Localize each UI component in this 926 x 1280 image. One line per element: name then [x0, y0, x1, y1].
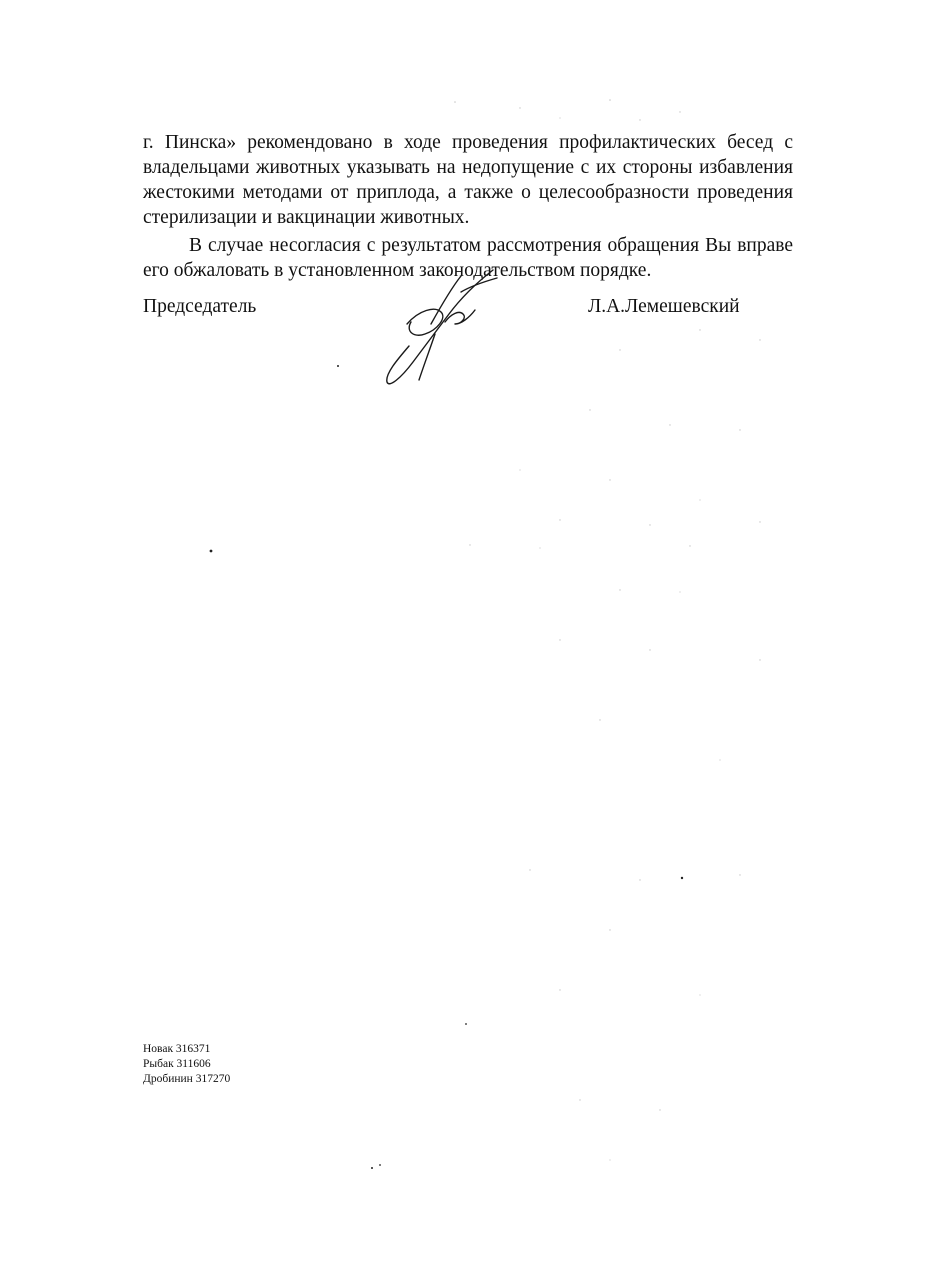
contact-line: Рыбак 311606	[143, 1058, 211, 1070]
signatory-name: Л.А.Лемешевский	[588, 296, 740, 317]
handwritten-signature	[375, 262, 515, 397]
contact-line: Новак 316371	[143, 1043, 211, 1055]
signatory-title: Председатель	[143, 296, 257, 317]
contacts-block	[143, 1042, 230, 1087]
contact-line: Дробинин 317270	[143, 1073, 231, 1085]
paragraph-recommendation: г. Пинска» рекомендовано в ходе проведения профилактических бесед с владельцами животных указывать на недопущение с их стороны избавления жестокими методами от приплода, а также о целесообразности проведения стерилизации и вакцинации животных.	[143, 132, 793, 228]
paragraph-appeal-notice: В случае несогласия с результатом рассмотрения обращения Вы вправе его обжаловать в установленном законодательством порядке.	[143, 235, 793, 281]
letter-body	[143, 130, 793, 283]
